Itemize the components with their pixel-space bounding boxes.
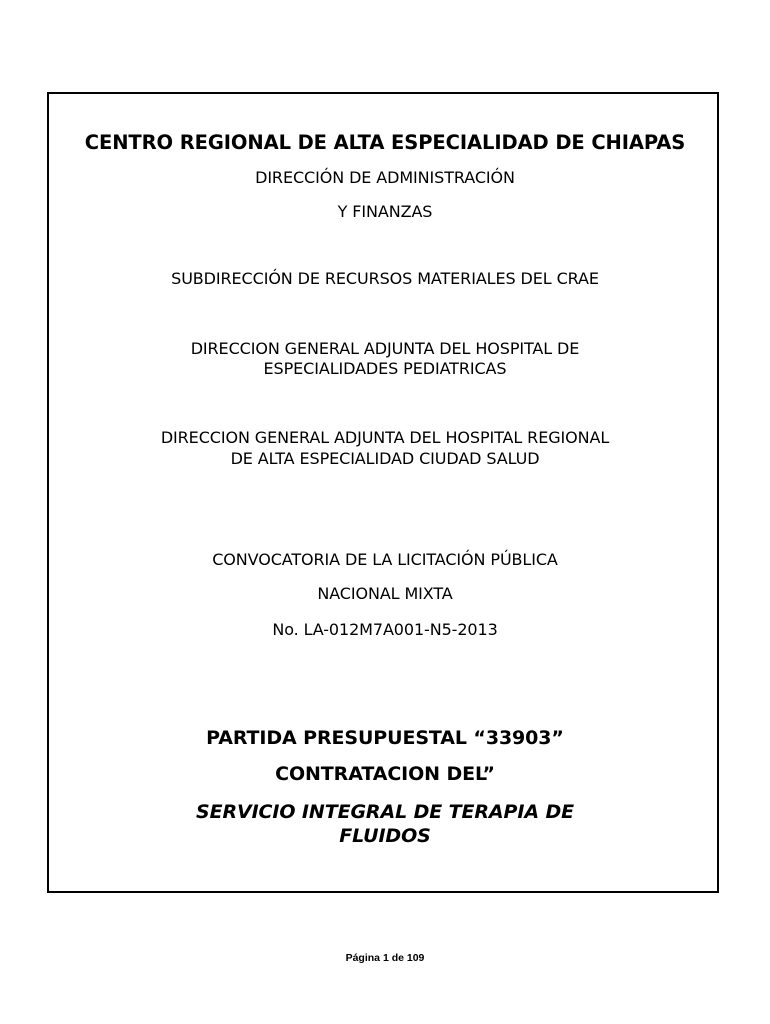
servicio-title-line-1: SERVICIO INTEGRAL DE TERAPIA DE [195, 801, 574, 823]
hospital-regional-line-1: DIRECCION GENERAL ADJUNTA DEL HOSPITAL REGIONAL [160, 428, 610, 447]
partida-presupuestal: PARTIDA PRESUPUESTAL “33903” [206, 727, 564, 749]
licitacion-number: No. LA-012M7A001-N5-2013 [272, 620, 498, 639]
servicio-title-line-2: FLUIDOS [339, 825, 431, 847]
convocatoria-line-2: NACIONAL MIXTA [317, 584, 453, 603]
direccion-line-1: DIRECCIÓN DE ADMINISTRACIÓN [255, 168, 515, 187]
institution-title: CENTRO REGIONAL DE ALTA ESPECIALIDAD DE CHIAPAS [84, 131, 686, 154]
direccion-line-2: Y FINANZAS [337, 202, 433, 221]
subdireccion-heading: SUBDIRECCIÓN DE RECURSOS MATERIALES DEL CRAE [171, 269, 599, 288]
contratacion-label: CONTRATACION DEL” [275, 763, 495, 785]
hospital-regional-line-2: DE ALTA ESPECIALIDAD CIUDAD SALUD [230, 449, 540, 468]
page-number: Página 1 de 109 [345, 952, 425, 964]
hospital-pediatrico-line-2: ESPECIALIDADES PEDIATRICAS [263, 359, 507, 378]
hospital-pediatrico-line-1: DIRECCION GENERAL ADJUNTA DEL HOSPITAL DE [190, 339, 580, 358]
convocatoria-line-1: CONVOCATORIA DE LA LICITACIÓN PÚBLICA [212, 550, 558, 569]
